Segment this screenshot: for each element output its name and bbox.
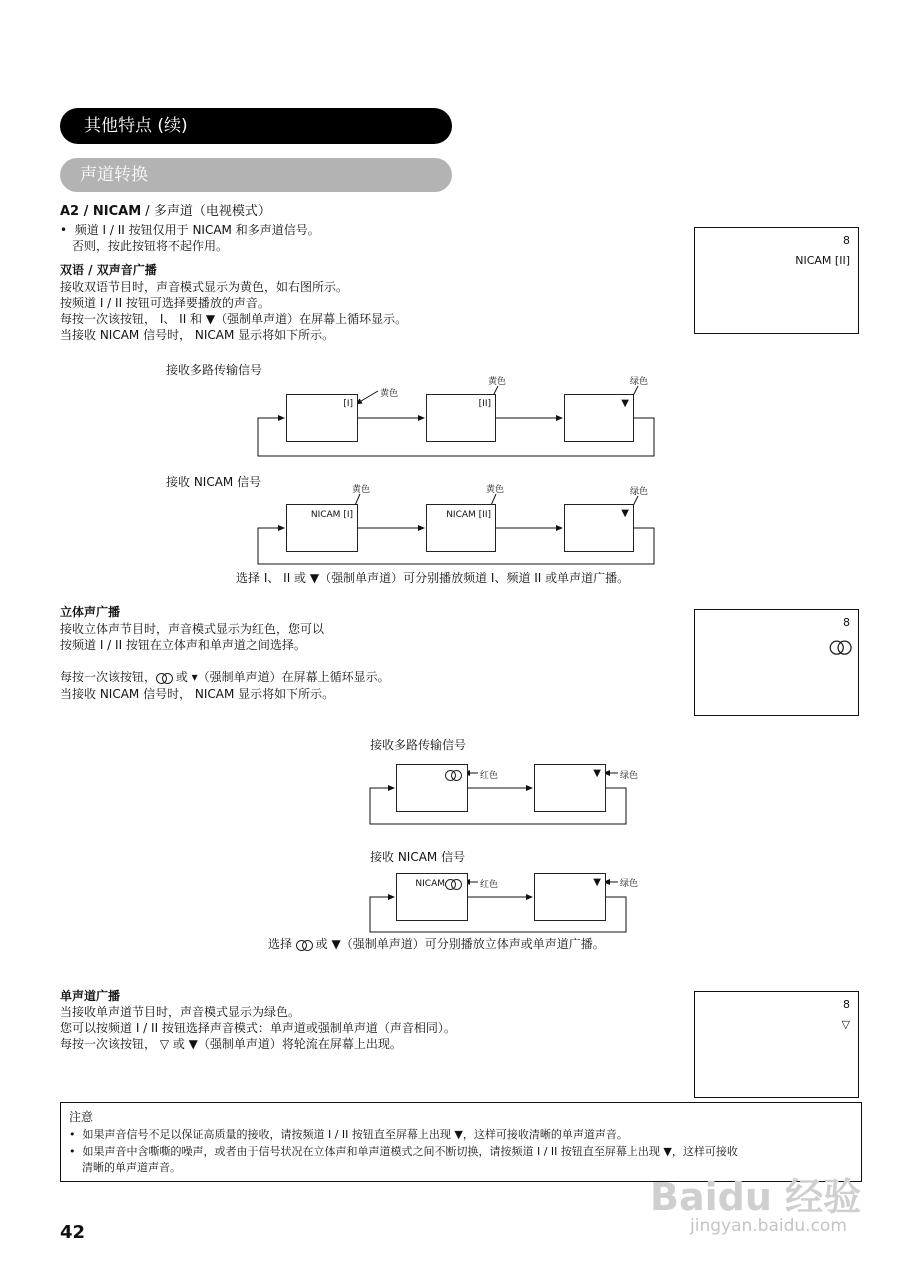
note-item: • 如果声音信号不足以保证高质量的接收，请按频道 I / II 按钮直至屏幕上出现 ▼，这样可接收清晰的单声道声音。 bbox=[69, 1128, 628, 1141]
caption-post: 或 ▼（强制单声道）可分别播放立体声或单声道广播。 bbox=[315, 937, 605, 951]
color-label: 绿色 bbox=[630, 487, 649, 497]
stereo-line: 按频道 I / II 按钮在立体声和单声道之间选择。 bbox=[60, 638, 306, 652]
color-label: 黄色 bbox=[488, 377, 507, 387]
color-label: 黄色 bbox=[486, 485, 505, 495]
intro-heading-bold: A2 / NICAM bbox=[60, 204, 142, 219]
mono-heading: 单声道广播 bbox=[60, 989, 121, 1003]
color-label: 黄色 bbox=[380, 389, 399, 399]
mode-text: ▼ bbox=[593, 768, 601, 779]
diagram1-caption: 选择 I、 II 或 ▼（强制单声道）可分别播放频道 I、频道 II 或单声道广播。 bbox=[236, 571, 630, 585]
diagram1-title-nicam: 接收 NICAM 信号 bbox=[166, 475, 262, 489]
intro-bullet-cont: 否则，按此按钮将不起作用。 bbox=[72, 239, 229, 253]
mode-box-mono bbox=[564, 394, 634, 442]
nicam-mono-box bbox=[534, 873, 606, 921]
sound-mode-display: ▽ bbox=[841, 1018, 850, 1031]
diagram1-title-multi: 接收多路传输信号 bbox=[166, 363, 263, 377]
stereo-line: 当接收 NICAM 信号时， NICAM 显示将如下所示。 bbox=[60, 687, 335, 701]
stereo-line: 接收立体声节目时，声音模式显示为红色，您可以 bbox=[60, 622, 325, 636]
intro-heading-rest: / 多声道（电视模式） bbox=[141, 204, 271, 219]
note-item-cont: 清晰的单声道声音。 bbox=[82, 1161, 181, 1174]
mode-text: ▼ bbox=[621, 508, 629, 519]
nicam-stereo-box bbox=[396, 873, 468, 921]
stereo-line bbox=[60, 669, 390, 685]
mode-box-i bbox=[286, 394, 358, 442]
intro-bullet-text: 频道 I / II 按钮仅用于 NICAM 和多声道信号。 bbox=[74, 223, 320, 237]
note-item-text: 如果声音信号不足以保证高质量的接收，请按频道 I / II 按钮直至屏幕上出现 ▼，这样可接收清晰的单声道声音。 bbox=[82, 1128, 628, 1141]
nicam-box-mono bbox=[564, 504, 634, 552]
color-label: 红色 bbox=[480, 771, 499, 781]
color-label: 红色 bbox=[480, 880, 499, 890]
tv-screen-stereo bbox=[694, 609, 859, 716]
stereo-icon bbox=[296, 940, 312, 950]
nicam-box-ii bbox=[426, 504, 496, 552]
subsection-title: 声道转换 bbox=[80, 165, 148, 185]
stereo-icon bbox=[445, 770, 461, 780]
stereo-line3-pre: 每按一次该按钮， bbox=[60, 670, 157, 684]
stereo-heading: 立体声广播 bbox=[60, 605, 121, 619]
mono-line: 您可以按频道 I / II 按钮选择声音模式：单声道或强制单声道（声音相同）。 bbox=[60, 1021, 456, 1035]
mono-line: 每按一次该按钮， ▽ 或 ▼（强制单声道）将轮流在屏幕上出现。 bbox=[60, 1037, 402, 1051]
page-title: 其他特点 (续) bbox=[84, 116, 188, 136]
channel-number: 8 bbox=[843, 998, 850, 1011]
channel-number: 8 bbox=[843, 616, 850, 629]
nicam-box-i bbox=[286, 504, 358, 552]
note-title: 注意 bbox=[69, 1110, 94, 1124]
mono-line: 当接收单声道节目时，声音模式显示为绿色。 bbox=[60, 1005, 301, 1019]
diagram2-caption bbox=[268, 936, 605, 952]
mode-text: ▼ bbox=[621, 398, 629, 409]
color-label: 黄色 bbox=[352, 485, 371, 495]
watermark-url: jingyan.baidu.com bbox=[690, 1216, 847, 1236]
tv-screen-mono bbox=[694, 991, 859, 1098]
caption-pre: 选择 bbox=[268, 937, 293, 951]
mode-text: [I] bbox=[343, 399, 353, 409]
note-item-text: 如果声音中含嘶嘶的噪声，或者由于信号状况在立体声和单声道模式之间不断切换，请按频道 I / II 按钮直至屏幕上出现 ▼，这样可接收 bbox=[82, 1145, 738, 1158]
stereo-line3-post: 或 ▾（强制单声道）在屏幕上循环显示。 bbox=[172, 670, 390, 684]
diagram2-title-nicam: 接收 NICAM 信号 bbox=[370, 850, 466, 864]
dual-line: 当接收 NICAM 信号时， NICAM 显示将如下所示。 bbox=[60, 328, 335, 342]
note-item: • 如果声音中含嘶嘶的噪声，或者由于信号状况在立体声和单声道模式之间不断切换，请按频道 I / II 按钮直至屏幕上出现 ▼，这样可接收 bbox=[69, 1145, 738, 1158]
stereo-box bbox=[396, 764, 468, 812]
mode-text: NICAM [II] bbox=[446, 510, 491, 520]
dual-line: 按频道 I / II 按钮可选择要播放的声音。 bbox=[60, 296, 270, 310]
sound-mode-display: NICAM [II] bbox=[795, 254, 850, 267]
dual-heading: 双语 / 双声音广播 bbox=[60, 263, 157, 277]
mode-text: NICAM [I] bbox=[310, 510, 353, 520]
dual-line: 每按一次该按钮， I、 II 和 ▼（强制单声道）在屏幕上循环显示。 bbox=[60, 312, 408, 326]
nicam-prefix: NICAM bbox=[415, 879, 445, 889]
mono-box bbox=[534, 764, 606, 812]
mode-text: [II] bbox=[478, 399, 491, 409]
color-label: 绿色 bbox=[630, 377, 649, 387]
color-label: 绿色 bbox=[620, 771, 639, 781]
intro-bullet: • 频道 I / II 按钮仅用于 NICAM 和多声道信号。 bbox=[60, 223, 320, 237]
page-number: 42 bbox=[60, 1222, 86, 1243]
watermark-logo: Baidu 经验 bbox=[650, 1175, 862, 1219]
channel-number: 8 bbox=[843, 234, 850, 247]
stereo-icon bbox=[830, 641, 851, 654]
stereo-icon bbox=[156, 673, 172, 683]
mode-box-ii bbox=[426, 394, 496, 442]
dual-line: 接收双语节目时，声音模式显示为黄色，如右图所示。 bbox=[60, 280, 349, 294]
diagram2-title-multi: 接收多路传输信号 bbox=[370, 738, 467, 752]
color-label: 绿色 bbox=[620, 879, 639, 889]
mode-text: ▼ bbox=[593, 877, 601, 888]
stereo-icon bbox=[445, 879, 461, 889]
